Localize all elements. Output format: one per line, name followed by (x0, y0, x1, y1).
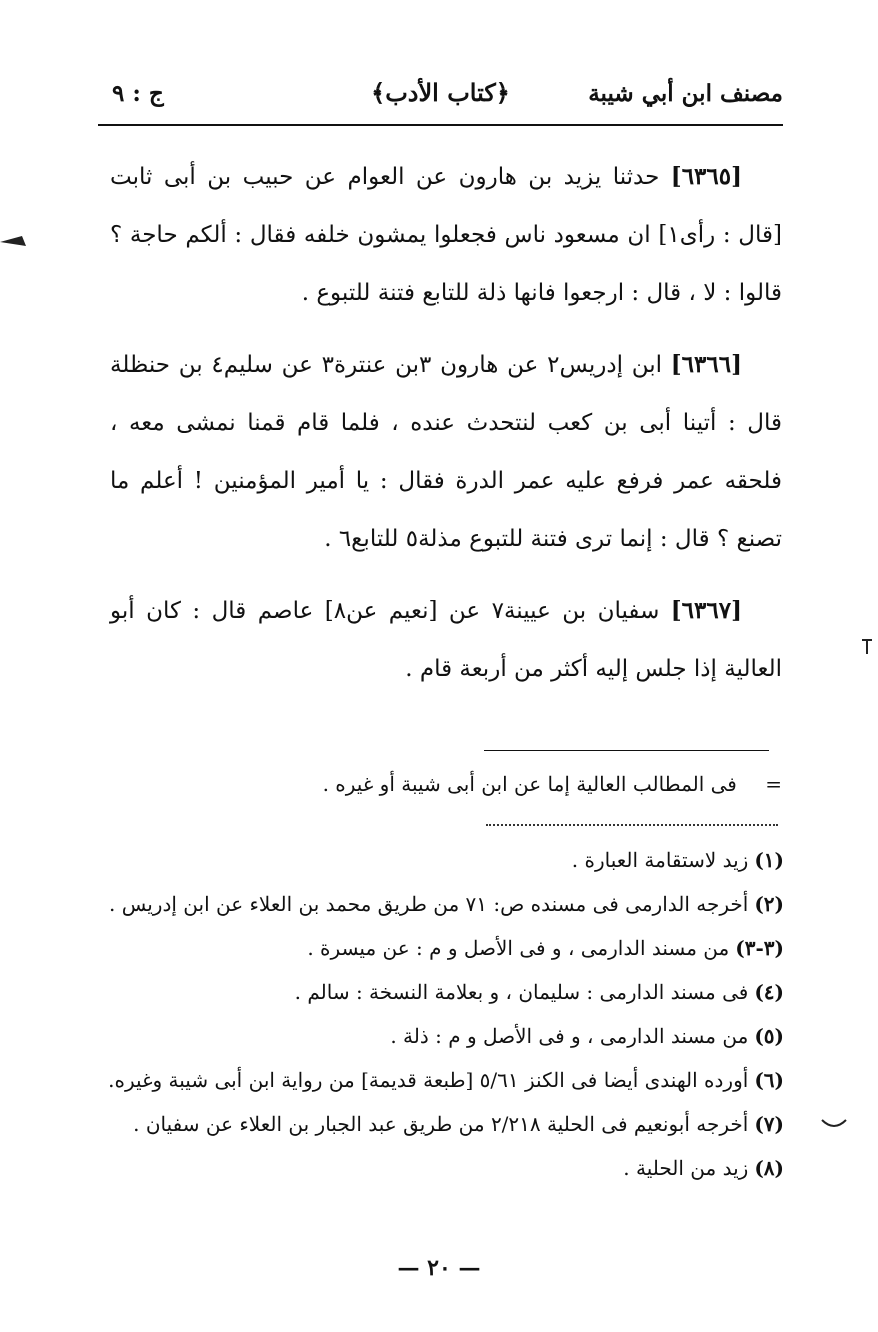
hadith-paragraph (110, 148, 782, 322)
hadith-paragraph (110, 336, 782, 568)
footnote-wavy-divider (486, 816, 778, 826)
footnote-number: (٧) (754, 1112, 784, 1136)
footnote-text: زيد لاستقامة العبارة . (571, 848, 749, 872)
margin-scan-mark (860, 636, 874, 658)
book-title: مصنف ابن أبي شيبة (588, 80, 783, 107)
footnote-text: أخرجه الدارمى فى مسنده ص: ٧١ من طريق محمد بن العلاء عن ابن إدريس . (109, 892, 749, 916)
footnote-text: من مسند الدارمى ، و فى الأصل و م : ذلة . (390, 1024, 749, 1048)
section-title: ﴿كتاب الأدب﴾ (371, 78, 510, 107)
main-text (110, 148, 782, 712)
footnote (108, 1102, 784, 1146)
footnote (108, 970, 784, 1014)
volume-number: ج : ٩ (112, 80, 164, 107)
hadith-number: [٦٣٦٦] (670, 351, 742, 378)
footnote-number: (٢) (754, 892, 784, 916)
footnote-number: (٣-٣) (735, 936, 784, 960)
hadith-text: سفيان بن عيينة٧ عن [نعيم عن٨] عاصم قال : كان أبو العالية إذا جلس إليه أكثر من أربعة قام . (110, 598, 782, 682)
margin-scan-mark (0, 226, 28, 256)
footnote-divider (484, 750, 769, 751)
footnote-text: أورده الهندى أيضا فى الكنز ٥/٦١ [طبعة قديمة] من رواية ابن أبى شيبة وغيره. (108, 1068, 749, 1092)
hadith-number: [٦٣٦٥] (670, 163, 742, 190)
page-number: — ٢٠ — (397, 1255, 481, 1281)
footnote-number: (٥) (754, 1024, 784, 1048)
footnote-continuation (310, 772, 782, 796)
footnote (108, 1014, 784, 1058)
hadith-number: [٦٣٦٧] (670, 597, 742, 624)
footnote-number: (٦) (754, 1068, 784, 1092)
margin-scan-mark (820, 1110, 848, 1134)
hadith-text: حدثنا يزيد بن هارون عن العوام عن حبيب بن أبى ثابت [قال : رأى١] ان مسعود ناس فجعلوا يمشون خلفه فقال : ألكم حاجة ؟ قالوا : لا ، قال : ارجعوا فانها ذلة للتابع فتنة للتبوع . (110, 164, 782, 306)
continuation-text: فى المطالب العالية إما عن ابن أبى شيبة أو غيره . (322, 772, 737, 796)
footnote-text: أخرجه أبونعيم فى الحلية ٢/٢١٨ من طريق عبد الجبار بن العلاء عن سفيان . (133, 1112, 749, 1136)
footnote-text: فى مسند الدارمى : سليمان ، و بعلامة النسخة : سالم . (294, 980, 749, 1004)
footnote-text: من مسند الدارمى ، و فى الأصل و م : عن ميسرة . (307, 936, 730, 960)
continuation-marker: = (765, 772, 782, 796)
footnote-number: (٤) (754, 980, 784, 1004)
footnote-number: (٨) (754, 1156, 784, 1180)
footnote (108, 1058, 784, 1102)
footnotes-list (108, 838, 784, 1190)
footnote (108, 1146, 784, 1190)
footnote-text: زيد من الحلية . (623, 1156, 749, 1180)
hadith-text: ابن إدريس٢ عن هارون ٣بن عنترة٣ عن سليم٤ بن حنظلة قال : أتينا أبى بن كعب لنتحدث عنده ، فلما قام قمنا نمشى معه ، فلحقه عمر فرفع عليه عمر الدرة فقال : يا أمير المؤمنين ! أعلم ما تصنع ؟ قال : إنما ترى فتنة للتبوع مذلة٥ للتابع٦ . (110, 352, 782, 552)
hadith-paragraph (110, 582, 782, 698)
footnote (108, 926, 784, 970)
page-header (98, 76, 783, 120)
footnote (108, 838, 784, 882)
footnote (108, 882, 784, 926)
header-rule (98, 124, 783, 126)
footnote-number: (١) (754, 848, 784, 872)
